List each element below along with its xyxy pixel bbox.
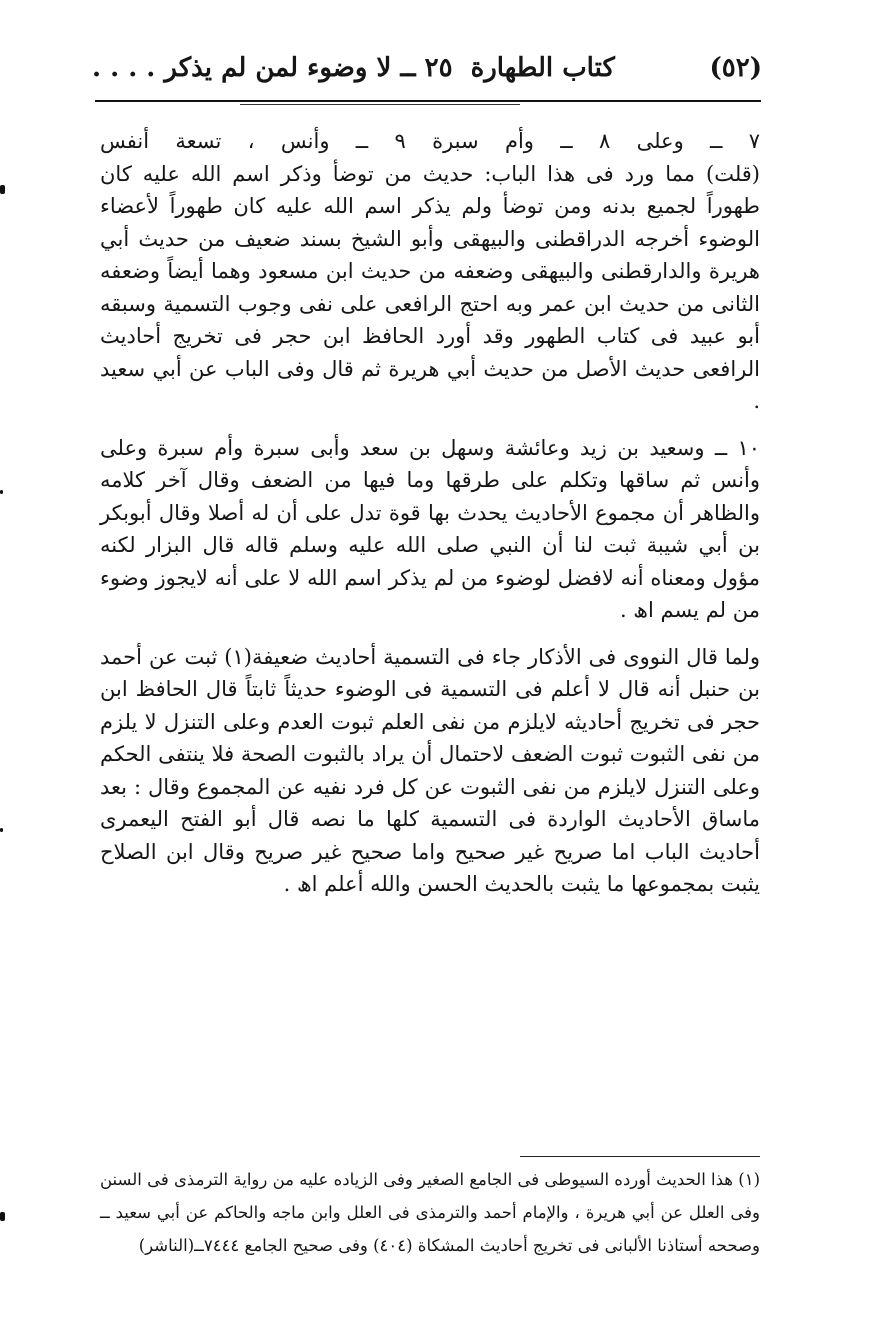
paragraph-2: ١٠ ــ وسعيد بن زيد وعائشة وسهل بن سعد وأبى سبرة وأم سبرة وعلى وأنس ثم ساقها وتكلم على طرقها وما فيها من الضعف وقال آخر كلامه والظاهر أن مجموع الأحاديث يحدث بها قوة تدل على أن له أصلا وقال أبوبكر بن أبي شيبة ثبت لنا أن النبي صلى الله عليه وسلم قاله قال البزار لكنه مؤول ومعناه أنه لافضل لوضوء من لم يذكر اسم الله لا على أنه لايجوز وضوء من لم يسم اھ . bbox=[100, 435, 760, 622]
margin-mark bbox=[0, 1212, 5, 1221]
list-line: ٧ ــ وعلى ٨ ــ وأم سبرة ٩ ــ وأنس ، تسعة أنفس bbox=[100, 129, 760, 153]
header-titles bbox=[92, 53, 615, 83]
footnote: (١) هذا الحديث أورده السيوطى فى الجامع الصغير وفى الزياده عليه من رواية الترمذى فى السنن وفى العلل عن أبي هريرة ، والإمام أحمد والترمذى فى العلل وابن ماجه والحاكم عن أبي سعيد ــ وصححه أستاذنا الألبانى فى تخريج أحاديث المشكاة (٤٠٤) وفى صحيح الجامع ٧٤٤٤ــ(الناشر) bbox=[100, 1170, 760, 1255]
page-number: (٥٢) bbox=[709, 53, 762, 83]
paragraph-3: ولما قال النووى فى الأذكار جاء فى التسمية أحاديث ضعيفة(١) ثبت عن أحمد بن حنبل أنه قال لا أعلم فى التسمية فى الوضوء حديثاً ثابتاً قال الحافظ ابن حجر فى تخريج أحاديثه لايلزم من نفى العلم ثبوت العدم وعلى التنزل لا يلزم من نفى الثبوت ثبوت الضعف لاحتمال أن يراد بالثبوت الصحة فلا ينتفى الحكم وعلى التنزل لايلزم من نفى الثبوت عن كل فرد نفيه عن المجموع وقال : بعد ماساق الأحاديث الواردة فى التسمية كلها ما نصه قال أبو الفتح اليعمرى أحاديث الباب اما صريح غير صحيح واما صحيح غير صريح وقال ابن الصلاح يثبت بمجموعها ما يثبت بالحديث الحسن والله أعلم اھ . bbox=[100, 644, 760, 896]
margin-mark bbox=[0, 185, 5, 194]
margin-mark bbox=[0, 490, 3, 494]
margin-mark bbox=[0, 828, 3, 832]
header-rule-secondary bbox=[240, 104, 520, 105]
header-rule bbox=[95, 100, 761, 102]
main-text bbox=[100, 125, 760, 901]
paragraph-1: (قلت) مما ورد فى هذا الباب: حديث من توضأ وذكر اسم الله عليه كان طهوراً لجميع بدنه ومن توضأ ولم يذكر اسم الله عليه كان طهوراً لأعضاء الوضوء أخرجه الدراقطنى والبيهقى وأبو الشيخ بسند ضعيف من حديث أبي هريرة والدارقطنى والبيهقى وضعفه من حديث ابن مسعود وهما أيضاً وضعفه الثانى من حديث ابن عمر وبه احتج الرافعى على نفى وجوب التسمية وسبقه أبو عبيد فى كتاب الطهور وقد أورد الحافظ ابن حجر فى تخريج أحاديث الرافعى حديث الأصل من حديث أبي هريرة ثم قال وفى الباب عن أبي سعيد . bbox=[100, 161, 760, 413]
running-header bbox=[92, 48, 762, 88]
chapter-title: ٢٥ ــ لا وضوء لمن لم يذكر . . . . bbox=[92, 53, 453, 83]
book-title: كتاب الطهارة bbox=[470, 53, 615, 83]
footnote-rule bbox=[520, 1156, 760, 1157]
